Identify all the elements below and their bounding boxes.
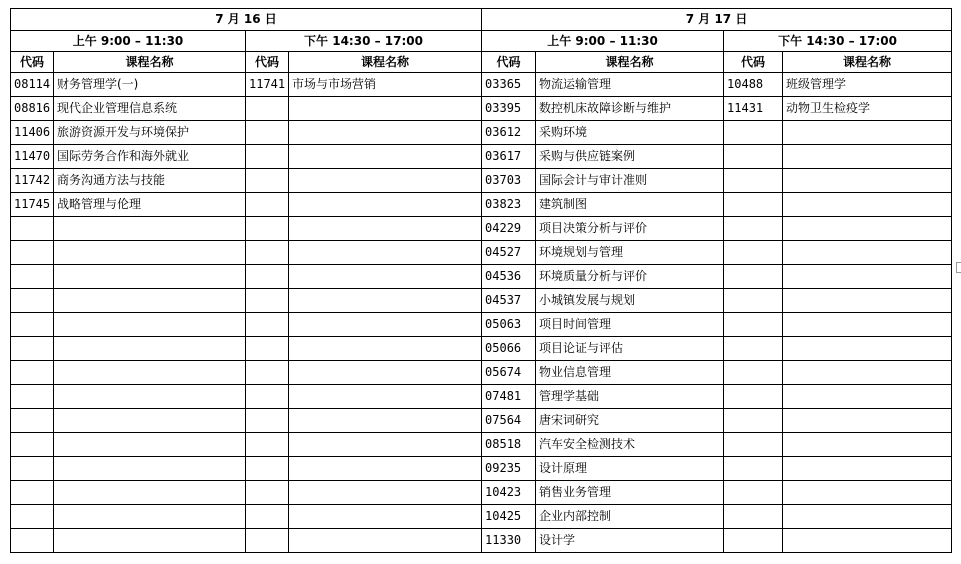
course-code-cell bbox=[11, 457, 54, 481]
course-code-cell bbox=[246, 505, 289, 529]
session-day2-morning: 上午 9:00 – 11:30 bbox=[482, 31, 724, 52]
course-name-cell bbox=[289, 529, 482, 553]
course-name-cell: 物流运输管理 bbox=[536, 73, 724, 97]
course-name-cell bbox=[54, 505, 246, 529]
course-name-cell: 动物卫生检疫学 bbox=[783, 97, 952, 121]
course-name-cell bbox=[54, 529, 246, 553]
course-name-cell: 国际劳务合作和海外就业 bbox=[54, 145, 246, 169]
course-code-cell bbox=[11, 217, 54, 241]
course-name-cell bbox=[289, 217, 482, 241]
table-row bbox=[11, 73, 952, 97]
table-row bbox=[11, 361, 952, 385]
course-name-cell bbox=[783, 337, 952, 361]
course-code-cell bbox=[11, 361, 54, 385]
course-code-cell bbox=[724, 433, 783, 457]
course-code-cell bbox=[246, 457, 289, 481]
course-code-cell: 05066 bbox=[482, 337, 536, 361]
course-code-cell: 03823 bbox=[482, 193, 536, 217]
course-code-cell bbox=[724, 457, 783, 481]
course-code-cell: 09235 bbox=[482, 457, 536, 481]
course-code-cell bbox=[724, 169, 783, 193]
code-header: 代码 bbox=[246, 52, 289, 73]
course-name-cell: 汽车安全检测技术 bbox=[536, 433, 724, 457]
course-code-cell bbox=[724, 121, 783, 145]
page-edge-marker bbox=[956, 262, 961, 273]
course-code-cell: 03617 bbox=[482, 145, 536, 169]
course-name-cell: 物业信息管理 bbox=[536, 361, 724, 385]
course-code-cell bbox=[724, 241, 783, 265]
table-row bbox=[11, 337, 952, 361]
table-row bbox=[11, 481, 952, 505]
course-name-cell bbox=[783, 217, 952, 241]
course-name-cell: 建筑制图 bbox=[536, 193, 724, 217]
table-row bbox=[11, 529, 952, 553]
course-code-cell bbox=[246, 169, 289, 193]
course-name-cell bbox=[783, 505, 952, 529]
course-name-cell: 数控机床故障诊断与维护 bbox=[536, 97, 724, 121]
schedule-body bbox=[11, 9, 952, 553]
course-code-cell bbox=[11, 529, 54, 553]
course-code-cell bbox=[724, 361, 783, 385]
table-row bbox=[11, 385, 952, 409]
course-code-cell bbox=[724, 145, 783, 169]
course-code-cell: 10425 bbox=[482, 505, 536, 529]
course-code-cell: 11470 bbox=[11, 145, 54, 169]
course-name-cell bbox=[54, 241, 246, 265]
course-code-cell bbox=[11, 337, 54, 361]
table-row bbox=[11, 289, 952, 313]
course-name-header: 课程名称 bbox=[536, 52, 724, 73]
course-name-cell bbox=[54, 265, 246, 289]
course-name-cell: 销售业务管理 bbox=[536, 481, 724, 505]
course-code-cell bbox=[11, 241, 54, 265]
course-code-cell: 05063 bbox=[482, 313, 536, 337]
course-name-cell bbox=[783, 457, 952, 481]
course-code-cell bbox=[246, 529, 289, 553]
course-name-cell bbox=[54, 337, 246, 361]
course-code-cell: 11330 bbox=[482, 529, 536, 553]
course-code-cell bbox=[246, 433, 289, 457]
code-header: 代码 bbox=[482, 52, 536, 73]
course-code-cell bbox=[246, 289, 289, 313]
date-header-day1: 7 月 16 日 bbox=[11, 9, 482, 31]
code-header: 代码 bbox=[724, 52, 783, 73]
course-code-cell: 04536 bbox=[482, 265, 536, 289]
course-code-cell bbox=[11, 289, 54, 313]
course-name-cell bbox=[289, 241, 482, 265]
course-name-cell bbox=[783, 145, 952, 169]
course-code-cell bbox=[724, 265, 783, 289]
course-name-cell bbox=[54, 361, 246, 385]
course-code-cell bbox=[246, 337, 289, 361]
table-row bbox=[11, 241, 952, 265]
course-name-cell: 企业内部控制 bbox=[536, 505, 724, 529]
course-code-cell: 11745 bbox=[11, 193, 54, 217]
course-name-cell bbox=[783, 481, 952, 505]
course-name-cell: 现代企业管理信息系统 bbox=[54, 97, 246, 121]
course-name-cell: 项目论证与评估 bbox=[536, 337, 724, 361]
course-name-cell bbox=[783, 193, 952, 217]
course-code-cell bbox=[246, 193, 289, 217]
course-name-cell: 市场与市场营销 bbox=[289, 73, 482, 97]
course-name-cell bbox=[783, 169, 952, 193]
course-name-header: 课程名称 bbox=[783, 52, 952, 73]
course-name-cell: 采购与供应链案例 bbox=[536, 145, 724, 169]
course-name-cell bbox=[54, 433, 246, 457]
course-name-cell bbox=[783, 385, 952, 409]
course-code-cell bbox=[724, 289, 783, 313]
date-row bbox=[11, 9, 952, 31]
course-name-cell bbox=[54, 289, 246, 313]
course-code-cell bbox=[246, 361, 289, 385]
course-code-cell bbox=[11, 265, 54, 289]
course-code-cell bbox=[246, 241, 289, 265]
course-name-cell bbox=[289, 481, 482, 505]
course-name-cell bbox=[783, 121, 952, 145]
course-code-cell: 11431 bbox=[724, 97, 783, 121]
course-code-cell bbox=[724, 217, 783, 241]
course-code-cell: 03703 bbox=[482, 169, 536, 193]
course-name-cell bbox=[289, 193, 482, 217]
course-name-cell bbox=[783, 361, 952, 385]
course-name-cell bbox=[289, 169, 482, 193]
course-code-cell bbox=[724, 385, 783, 409]
session-row bbox=[11, 31, 952, 52]
course-code-cell: 07481 bbox=[482, 385, 536, 409]
course-name-cell bbox=[289, 121, 482, 145]
course-code-cell: 11406 bbox=[11, 121, 54, 145]
course-code-cell bbox=[724, 529, 783, 553]
course-name-cell bbox=[783, 409, 952, 433]
table-row bbox=[11, 97, 952, 121]
table-row bbox=[11, 265, 952, 289]
course-code-cell bbox=[246, 409, 289, 433]
course-name-cell bbox=[289, 457, 482, 481]
course-code-cell bbox=[246, 97, 289, 121]
course-name-cell bbox=[289, 289, 482, 313]
course-name-cell: 国际会计与审计准则 bbox=[536, 169, 724, 193]
table-row bbox=[11, 121, 952, 145]
course-name-cell: 环境规划与管理 bbox=[536, 241, 724, 265]
course-code-cell: 03612 bbox=[482, 121, 536, 145]
course-code-cell: 10488 bbox=[724, 73, 783, 97]
course-name-cell: 商务沟通方法与技能 bbox=[54, 169, 246, 193]
course-name-cell bbox=[54, 313, 246, 337]
course-name-cell bbox=[289, 97, 482, 121]
course-code-cell: 04527 bbox=[482, 241, 536, 265]
course-name-cell: 管理学基础 bbox=[536, 385, 724, 409]
course-code-cell bbox=[724, 481, 783, 505]
table-row bbox=[11, 313, 952, 337]
course-name-cell: 小城镇发展与规划 bbox=[536, 289, 724, 313]
course-name-cell: 班级管理学 bbox=[783, 73, 952, 97]
course-name-cell bbox=[289, 145, 482, 169]
table-row bbox=[11, 169, 952, 193]
course-name-cell: 财务管理学(一) bbox=[54, 73, 246, 97]
course-name-cell: 旅游资源开发与环境保护 bbox=[54, 121, 246, 145]
course-code-cell bbox=[246, 145, 289, 169]
course-name-header: 课程名称 bbox=[289, 52, 482, 73]
course-code-cell: 08816 bbox=[11, 97, 54, 121]
course-name-cell: 设计原理 bbox=[536, 457, 724, 481]
course-name-cell bbox=[289, 385, 482, 409]
session-day1-afternoon: 下午 14:30 – 17:00 bbox=[246, 31, 482, 52]
course-code-cell: 07564 bbox=[482, 409, 536, 433]
course-name-cell bbox=[289, 361, 482, 385]
course-name-cell bbox=[783, 289, 952, 313]
course-code-cell bbox=[246, 217, 289, 241]
course-name-cell bbox=[54, 457, 246, 481]
course-name-cell: 采购环境 bbox=[536, 121, 724, 145]
course-code-cell bbox=[246, 265, 289, 289]
course-code-cell: 08114 bbox=[11, 73, 54, 97]
course-code-cell bbox=[11, 481, 54, 505]
table-row bbox=[11, 505, 952, 529]
column-header-row bbox=[11, 52, 952, 73]
course-code-cell: 08518 bbox=[482, 433, 536, 457]
course-code-cell: 04537 bbox=[482, 289, 536, 313]
course-code-cell bbox=[246, 121, 289, 145]
table-row bbox=[11, 457, 952, 481]
course-name-cell bbox=[54, 217, 246, 241]
course-name-cell: 唐宋词研究 bbox=[536, 409, 724, 433]
course-code-cell bbox=[724, 337, 783, 361]
date-header-day2: 7 月 17 日 bbox=[482, 9, 952, 31]
course-code-cell bbox=[11, 313, 54, 337]
course-name-cell bbox=[783, 265, 952, 289]
course-name-cell bbox=[289, 337, 482, 361]
course-name-cell: 设计学 bbox=[536, 529, 724, 553]
course-name-cell bbox=[54, 385, 246, 409]
course-name-cell bbox=[783, 313, 952, 337]
course-name-cell bbox=[289, 505, 482, 529]
course-code-cell: 11742 bbox=[11, 169, 54, 193]
course-code-cell: 04229 bbox=[482, 217, 536, 241]
course-name-cell: 环境质量分析与评价 bbox=[536, 265, 724, 289]
course-code-cell bbox=[246, 385, 289, 409]
course-code-cell bbox=[724, 409, 783, 433]
course-name-cell bbox=[54, 481, 246, 505]
course-code-cell: 03365 bbox=[482, 73, 536, 97]
course-code-cell bbox=[724, 505, 783, 529]
exam-schedule-table bbox=[10, 8, 952, 553]
session-day1-morning: 上午 9:00 – 11:30 bbox=[11, 31, 246, 52]
course-name-header: 课程名称 bbox=[54, 52, 246, 73]
course-name-cell: 战略管理与伦理 bbox=[54, 193, 246, 217]
table-row bbox=[11, 217, 952, 241]
course-code-cell: 05674 bbox=[482, 361, 536, 385]
course-code-cell bbox=[11, 505, 54, 529]
course-name-cell bbox=[289, 433, 482, 457]
table-row bbox=[11, 193, 952, 217]
course-code-cell: 03395 bbox=[482, 97, 536, 121]
table-row bbox=[11, 145, 952, 169]
session-day2-afternoon: 下午 14:30 – 17:00 bbox=[724, 31, 952, 52]
course-code-cell bbox=[246, 481, 289, 505]
course-code-cell bbox=[246, 313, 289, 337]
course-name-cell: 项目时间管理 bbox=[536, 313, 724, 337]
course-code-cell: 11741 bbox=[246, 73, 289, 97]
course-name-cell bbox=[783, 529, 952, 553]
course-name-cell bbox=[783, 433, 952, 457]
course-code-cell bbox=[724, 193, 783, 217]
course-name-cell: 项目决策分析与评价 bbox=[536, 217, 724, 241]
course-code-cell bbox=[11, 409, 54, 433]
course-code-cell bbox=[724, 313, 783, 337]
course-code-cell bbox=[11, 433, 54, 457]
course-code-cell bbox=[11, 385, 54, 409]
course-name-cell bbox=[54, 409, 246, 433]
course-name-cell bbox=[289, 265, 482, 289]
course-code-cell: 10423 bbox=[482, 481, 536, 505]
table-row bbox=[11, 433, 952, 457]
course-name-cell bbox=[289, 409, 482, 433]
table-row bbox=[11, 409, 952, 433]
course-name-cell bbox=[783, 241, 952, 265]
code-header: 代码 bbox=[11, 52, 54, 73]
course-name-cell bbox=[289, 313, 482, 337]
